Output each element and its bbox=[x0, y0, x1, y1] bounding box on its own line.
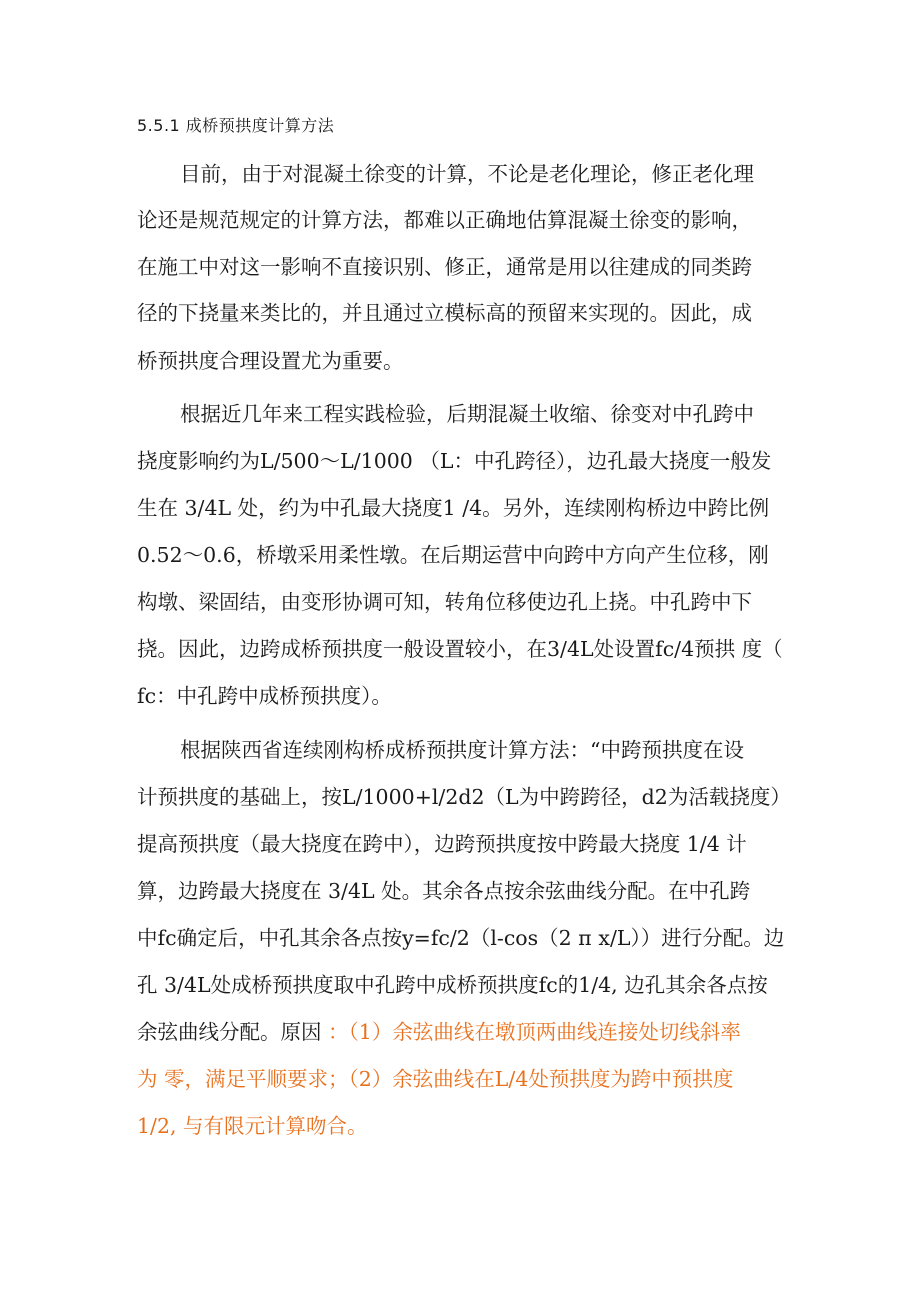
paragraph-1-line-4: 径的下挠量来类比的，并且通过立模标高的预留来实现的。因此，成 bbox=[137, 301, 752, 325]
paragraph-1-line-2: 论还是规范规定的计算方法，都难以正确地估算混凝土徐变的影响， bbox=[137, 208, 752, 232]
paragraph-1-line-1: 目前，由于对混凝土徐变的计算，不论是老化理论，修正老化理 bbox=[180, 162, 754, 186]
paragraph-2-line-6: 挠。因此，边跨成桥预拱度一般设置较小，在3/4L处设置fc/4预拱 度（ bbox=[137, 637, 783, 661]
paragraph-1-line-5: 桥预拱度合理设置尤为重要。 bbox=[137, 349, 404, 373]
paragraph-3-line-1: 根据陕西省连续刚构桥成桥预拱度计算方法：“中跨预拱度在设 bbox=[180, 738, 744, 762]
paragraph-2-line-1: 根据近几年来工程实践检验，后期混凝土收缩、徐变对中孔跨中 bbox=[180, 402, 754, 426]
highlight-reason-3: 1/2, 与有限元计算吻合。 bbox=[137, 1114, 368, 1138]
paragraph-3-line-7 bbox=[137, 1018, 741, 1046]
paragraph-2-line-2: 挠度影响约为L/500～L/1000 （L：中孔跨径），边孔最大挠度一般发 bbox=[137, 449, 772, 473]
paragraph-3-line-7-text: 余弦曲线分配。原因 bbox=[137, 1020, 329, 1044]
paragraph-3-line-2: 计预拱度的基础上，按L/1000+l/2d2（L为中跨跨径，d2为活载挠度） bbox=[137, 785, 791, 809]
paragraph-3-line-5: 中fc确定后，中孔其余各点按y=fc/2（l-cos（2 п x/L））进行分配。边 bbox=[137, 926, 785, 950]
paragraph-3-line-3: 提高预拱度（最大挠度在跨中），边跨预拱度按中跨最大挠度 1/4 计 bbox=[137, 832, 747, 856]
paragraph-3-line-6: 孔 3/4L处成桥预拱度取中孔跨中成桥预拱度fc的1/4, 边孔其余各点按 bbox=[137, 973, 768, 997]
paragraph-2-line-4: 0.52～0.6，桥墩采用柔性墩。在后期运营中向跨中方向产生位移，刚 bbox=[137, 543, 769, 567]
paragraph-3-line-4: 算，边跨最大挠度在 3/4L 处。其余各点按余弦曲线分配。在中孔跨 bbox=[137, 879, 751, 903]
paragraph-2-line-5: 构墩、梁固结，由变形协调可知，转角位移使边孔上挠。中孔跨中下 bbox=[137, 590, 752, 614]
section-heading: 5.5.1 成桥预拱度计算方法 bbox=[137, 116, 335, 135]
paragraph-1-line-3: 在施工中对这一影响不直接识别、修正，通常是用以往建成的同类跨 bbox=[137, 255, 752, 279]
highlight-reason-2: 为 零，满足平顺要求；（2）余弦曲线在L/4处预拱度为跨中预拱度 bbox=[137, 1067, 734, 1091]
highlight-reason-1: ：（1）余弦曲线在墩顶两曲线连接处切线斜率 bbox=[328, 1020, 741, 1044]
paragraph-2-line-3: 生在 3/4L 处，约为中孔最大挠度1 /4。另外，连续刚构桥边中跨比例 bbox=[137, 496, 770, 520]
paragraph-2-line-7: fc：中孔跨中成桥预拱度）。 bbox=[137, 684, 392, 708]
